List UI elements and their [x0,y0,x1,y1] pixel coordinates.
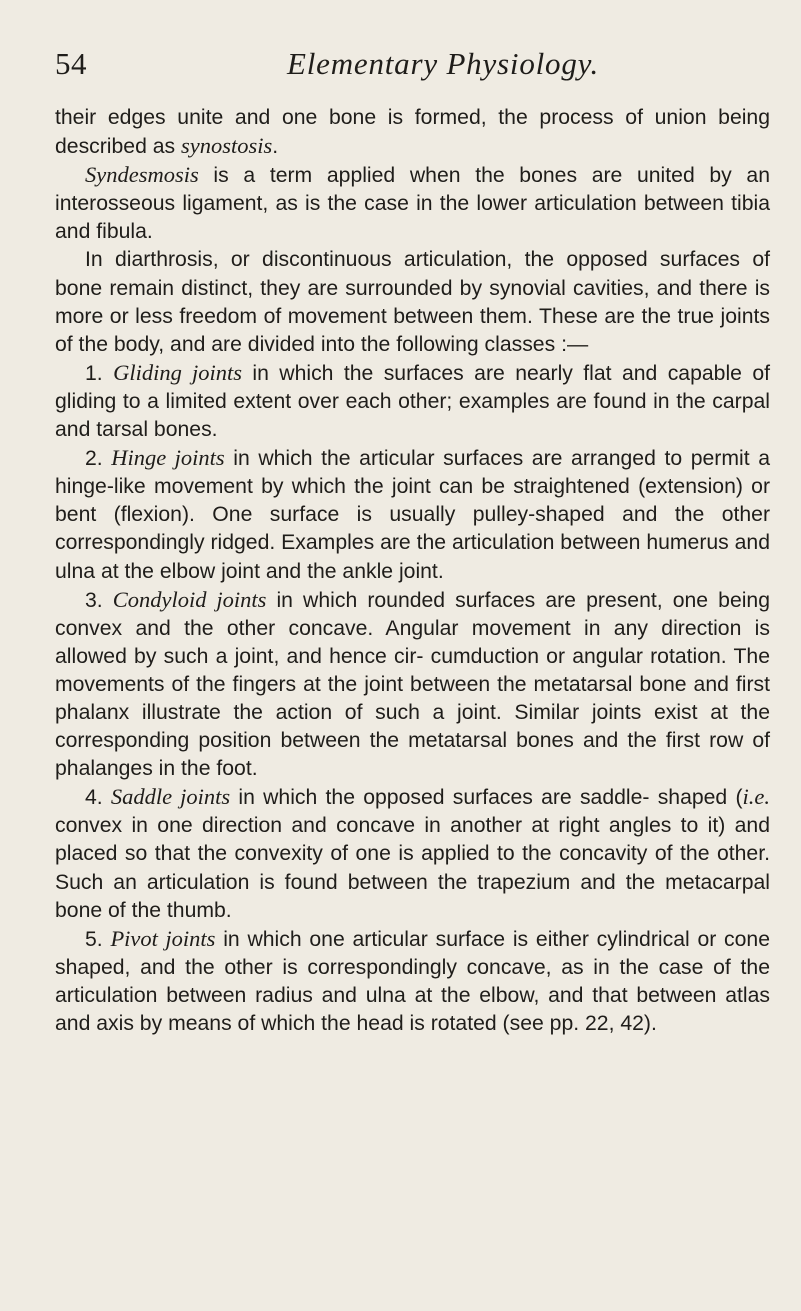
paragraph-saddle-joints [55,783,770,924]
paragraph-text: in which the surfaces are nearly flat and capable of gliding to a limited extent over each other; examples are found in the carpal and tarsal bones. [55,361,770,442]
term-hinge-joints: Hinge joints [111,445,225,471]
term-saddle-joints: Saddle joints [110,784,231,810]
paragraph-text: in which the articular surfaces are arranged to permit a hinge-like movement by which the joint can be straightened (extension) or bent (flexion). One surface is usually pulley-shaped and the other correspondingly ridged. Examples are the articulation between humerus and ulna at the elbow joint and the ankle joint. [55,447,770,583]
list-number: 4. [85,786,111,810]
paragraph-text: their edges unite and one bone is formed, the process of union being described as [55,106,770,159]
list-number: 2. [85,447,112,471]
paragraph-text: in which rounded surfaces are present, one being convex and the other concave. Angular movement in any direction is allowed by such a joint, and hence cir- cumduction or angular rotation. The movements of the fingers at the joint between the metatarsal bone and first phalanx illustrate the action of such a joint. Similar joints exist at the corresponding position between the metatarsal bones and the first row of phalanges in the foot. [55,588,771,781]
running-title: Elementary Physiology. [287,46,600,81]
paragraph-hinge-joints [55,444,770,585]
paragraph-text: is a term applied when the bones are united by an interosseous ligament, as is the case in the lower articulation between tibia and fibula. [55,164,770,244]
paragraph-syndesmosis [55,161,770,246]
paragraph-text: In diarthrosis, or discontinuous articulation, the opposed surfaces of bone remain distinct, they are surrounded by synovial cavities, and there is more or less freedom of movement between them. These are the true joints of the body, and are divided into the following classes :— [55,248,770,356]
paragraph-text: . [272,135,279,159]
running-head [55,44,770,84]
paragraph-synostosis [55,104,770,161]
paragraph-text: in which one articular surface is either cylindrical or cone shaped, and the other is correspondingly concave, as in the case of the articulation between radius and ulna at the elbow, and that between atlas and axis by means of which the head is rotated (see pp. 22, 42). [55,927,770,1035]
term-condyloid-joints: Condyloid joints [112,586,267,612]
list-number: 3. [85,588,113,612]
paragraph-gliding-joints [55,359,770,444]
paragraph-diarthrosis [55,246,770,358]
body-text [55,104,770,1038]
paragraph-condyloid-joints [55,586,770,784]
paragraph-text: in which the opposed surfaces are saddle- shaped ( [230,786,743,810]
term-ie: i.e. [742,784,771,810]
term-pivot-joints: Pivot joints [110,925,216,951]
list-number: 5. [85,927,111,951]
term-syndesmosis: Syndesmosis [85,162,199,188]
term-synostosis: synostosis [181,133,273,159]
paragraph-text: convex in one direction and concave in another at right angles to it) and placed so that the convexity of one is applied to the concavity of the other. Such an articulation is found between the trapezium and the metacarpal bone of the thumb. [55,814,770,922]
term-gliding-joints: Gliding joints [113,359,242,385]
list-number: 1. [85,361,114,385]
paragraph-pivot-joints [55,925,770,1038]
page-number: 54 [55,46,87,81]
